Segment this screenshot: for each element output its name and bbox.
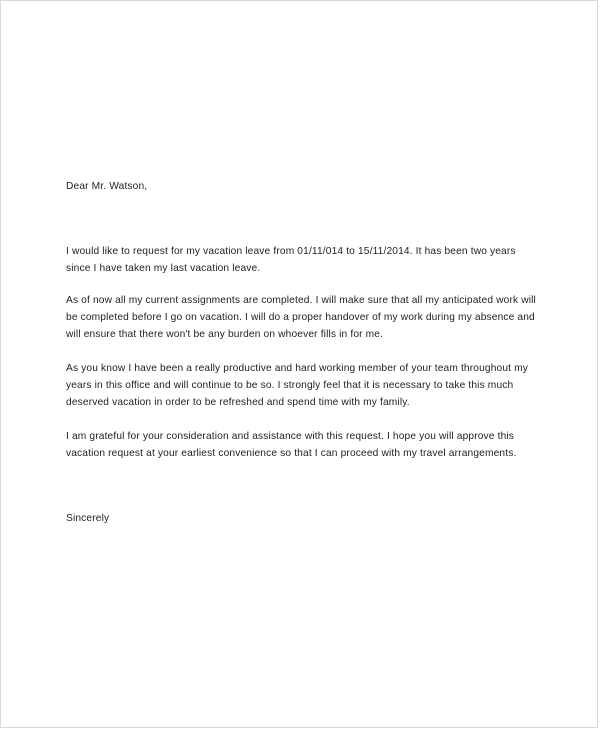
paragraph-line: As you know I have been a really productive and hard working member of your team throughout my — [66, 363, 529, 374]
paragraph-3 — [66, 360, 536, 411]
paragraph-4 — [66, 428, 536, 462]
paragraph-line: As of now all my current assignments are completed. I will make sure that all my anticipated work will — [66, 295, 536, 306]
paragraph-line: be completed before I go on vacation. I will do a proper handover of my work during my absence and — [66, 312, 535, 323]
paragraph-line: will ensure that there won't be any burden on whoever fills in for me. — [66, 329, 384, 340]
paragraph-line: since I have taken my last vacation leave. — [66, 263, 261, 274]
paragraph-2 — [66, 292, 536, 343]
paragraph-1 — [66, 243, 536, 277]
paragraph-line: I am grateful for your consideration and assistance with this request. I hope you will approve this — [66, 431, 515, 442]
salutation: Dear Mr. Watson, — [66, 181, 148, 192]
paragraph-line: years in this office and will continue to be so. I strongly feel that it is necessary to take this much — [66, 380, 514, 391]
closing: Sincerely — [66, 513, 110, 524]
paragraph-line: vacation request at your earliest convenience so that I can proceed with my travel arrangements. — [66, 448, 517, 459]
paragraph-line: deserved vacation in order to be refreshed and spend time with my family. — [66, 397, 410, 408]
paragraph-line: I would like to request for my vacation leave from 01/11/014 to 15/11/2014. It has been two years — [66, 246, 516, 257]
